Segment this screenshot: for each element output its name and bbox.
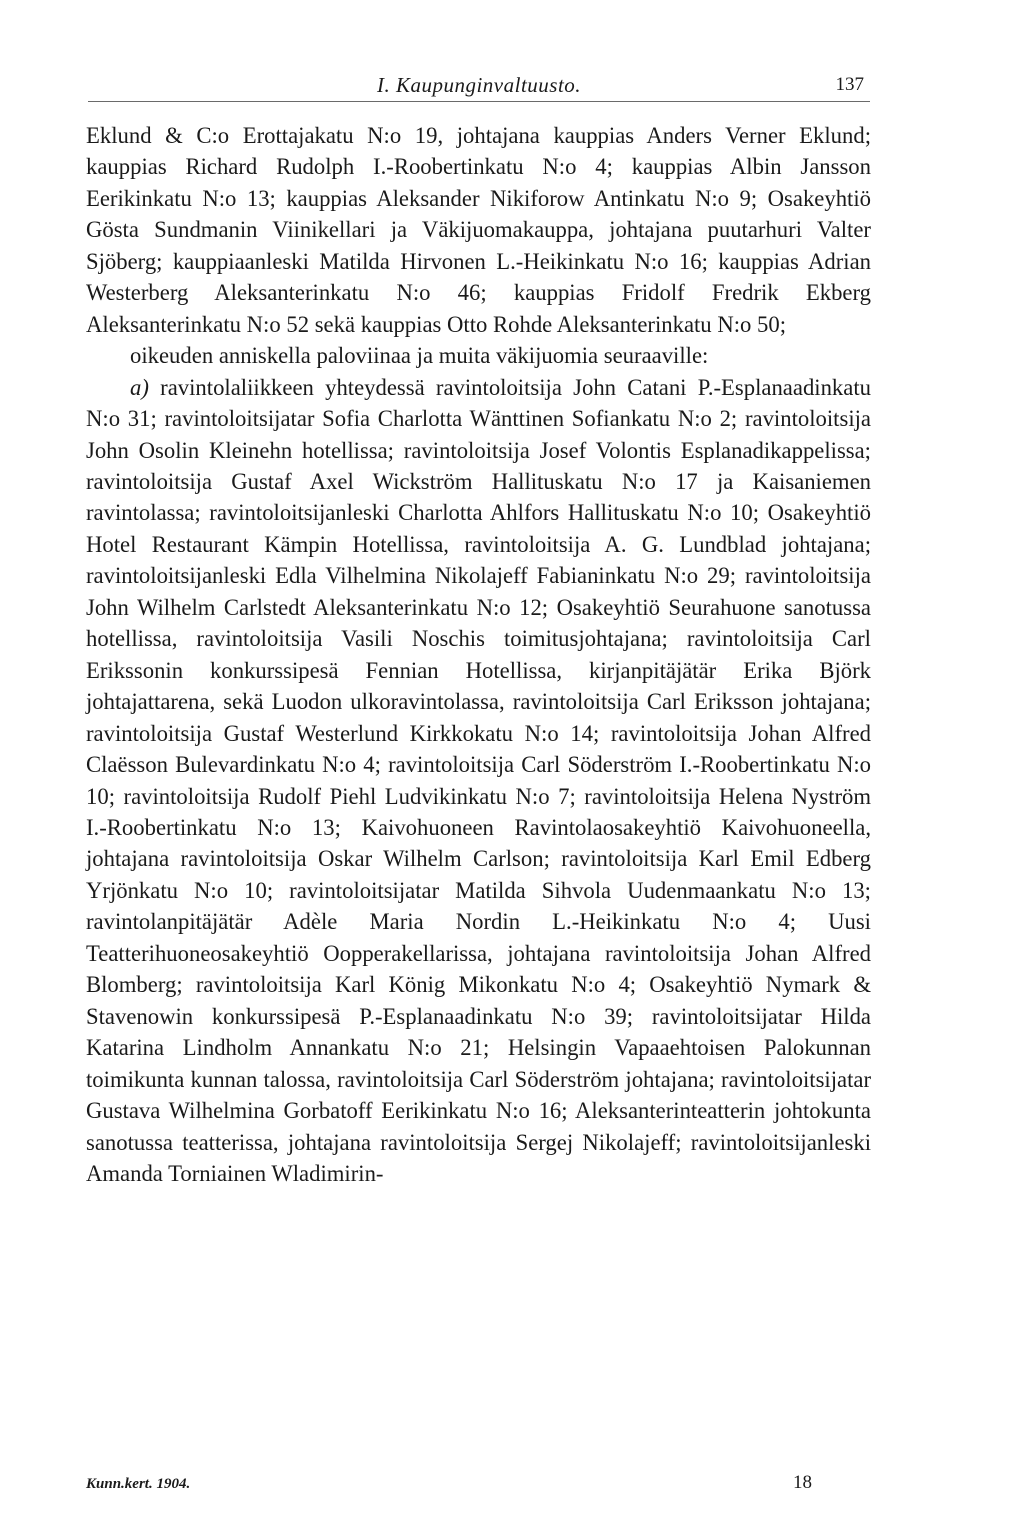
page-footer [86, 1472, 812, 1498]
running-title: I. Kaupunginvaltuusto. [376, 73, 582, 97]
paragraph-item-a [86, 372, 871, 1190]
body-text [86, 120, 871, 1189]
paragraph-continued: Eklund & C:o Erottajakatu N:o 19, johtajana kauppias Anders Verner Eklund; kauppias Richard Rudolph I.-Roobertinkatu N:o 4; kauppias Albin Jansson Eerikinkatu N:o 13; kauppias Aleksander Nikiforow Antinkatu N:o 9; Osakeyhtiö Gösta Sundmanin Viinikellari ja Väkijuomakauppa, johtajana puutarhuri Valter Sjöberg; kauppiaanleski Matilda Hirvonen L.-Heikinkatu N:o 16; kauppias Adrian Westerberg Aleksanterinkatu N:o 46; kauppias Fridolf Fredrik Ekberg Aleksanterinkatu N:o 52 sekä kauppias Otto Rohde Aleksanterinkatu N:o 50; [86, 123, 871, 337]
paragraph-intro: oikeuden anniskella paloviinaa ja muita väkijuomia seuraaville: [130, 343, 709, 369]
item-label-a: a) [130, 374, 149, 400]
page-number: 137 [835, 74, 864, 95]
header-rule [88, 101, 870, 102]
signature-mark: Kunn.kert. 1904. [86, 1476, 191, 1492]
sheet-number: 18 [793, 1472, 812, 1493]
page-header [88, 73, 870, 103]
item-text-a: ravintolaliikkeen yhteydessä ravintoloitsija John Catani P.-Esplanaadinkatu N:o 31; ravintoloitsijatar Sofia Charlotta Wänttinen Sofiankatu N:o 2; ravintoloitsija John Osolin Kleinehn hotellissa; ravintoloitsija Josef Volontis Esplanadikappelissa; ravintoloitsija Gustaf Axel Wickström Hallituskatu N:o 17 ja Kaisaniemen ravintolassa; ravintoloitsijanleski Charlotta Ahlfors Hallituskatu N:o 10; Osakeyhtiö Hotel Restaurant Kämpin Hotellissa, ravintoloitsija A. G. Lundblad johtajana; ravintoloitsijanleski Edla Vilhelmina Nikolajeff Fabianinkatu N:o 29; ravintoloitsija John Wilhelm Carlstedt Aleksanterinkatu N:o 12; Osakeyhtiö Seurahuone sanotussa hotellissa, ravintoloitsija Vasili Noschis toimitusjohtajana; ravintoloitsija Carl Erikssonin konkurssipesä Fennian Hotellissa, kirjanpitäjätär Erika Björk johtajattarena, sekä Luodon ulkoravintolassa, ravintoloitsija Carl Eriksson johtajana; ravintoloitsija Gustaf Westerlund Kirkkokatu N:o 14; ravintoloitsija Johan Alfred Claësson Bulevardinkatu N:o 4; ravintoloitsija Carl Söderström I.-Roobertinkatu N:o 10; ravintoloitsija Rudolf Piehl Ludvikinkatu N:o 7; ravintoloitsija Helena Nyström I.-Roobertinkatu N:o 13; Kaivohuoneen Ravintolaosakeyhtiö Kaivohuoneella, johtajana ravintoloitsija Oskar Wilhelm Carlson; ravintoloitsija Karl Emil Edberg Yrjönkatu N:o 10; ravintoloitsijatar Matilda Sihvola Uudenmaankatu N:o 13; ravintolanpitäjätär Adèle Maria Nordin L.-Heikinkatu N:o 4; Uusi Teatterihuoneosakeyhtiö Oopperakellarissa, johtajana ravintoloitsija Johan Alfred Blomberg; ravintoloitsija Karl König Mikonkatu N:o 4; Osakeyhtiö Nymark & Stavenowin konkurssipesä P.-Esplanaadinkatu N:o 39; ravintoloitsijatar Hilda Katarina Lindholm Annankatu N:o 21; Helsingin Vapaaehtoisen Palokunnan toimikunta kunnan talossa, ravintoloitsija Carl Söderström johtajana; ravintoloitsijatar Gustava Wilhelmina Gorbatoff Eerikinkatu N:o 16; Aleksanterinteatterin johtokunta sanotussa teatterissa, johtajana ravintoloitsija Sergej Nikolajeff; ravintoloitsijanleski Amanda Torniainen Wladimirin- [86, 374, 871, 1186]
